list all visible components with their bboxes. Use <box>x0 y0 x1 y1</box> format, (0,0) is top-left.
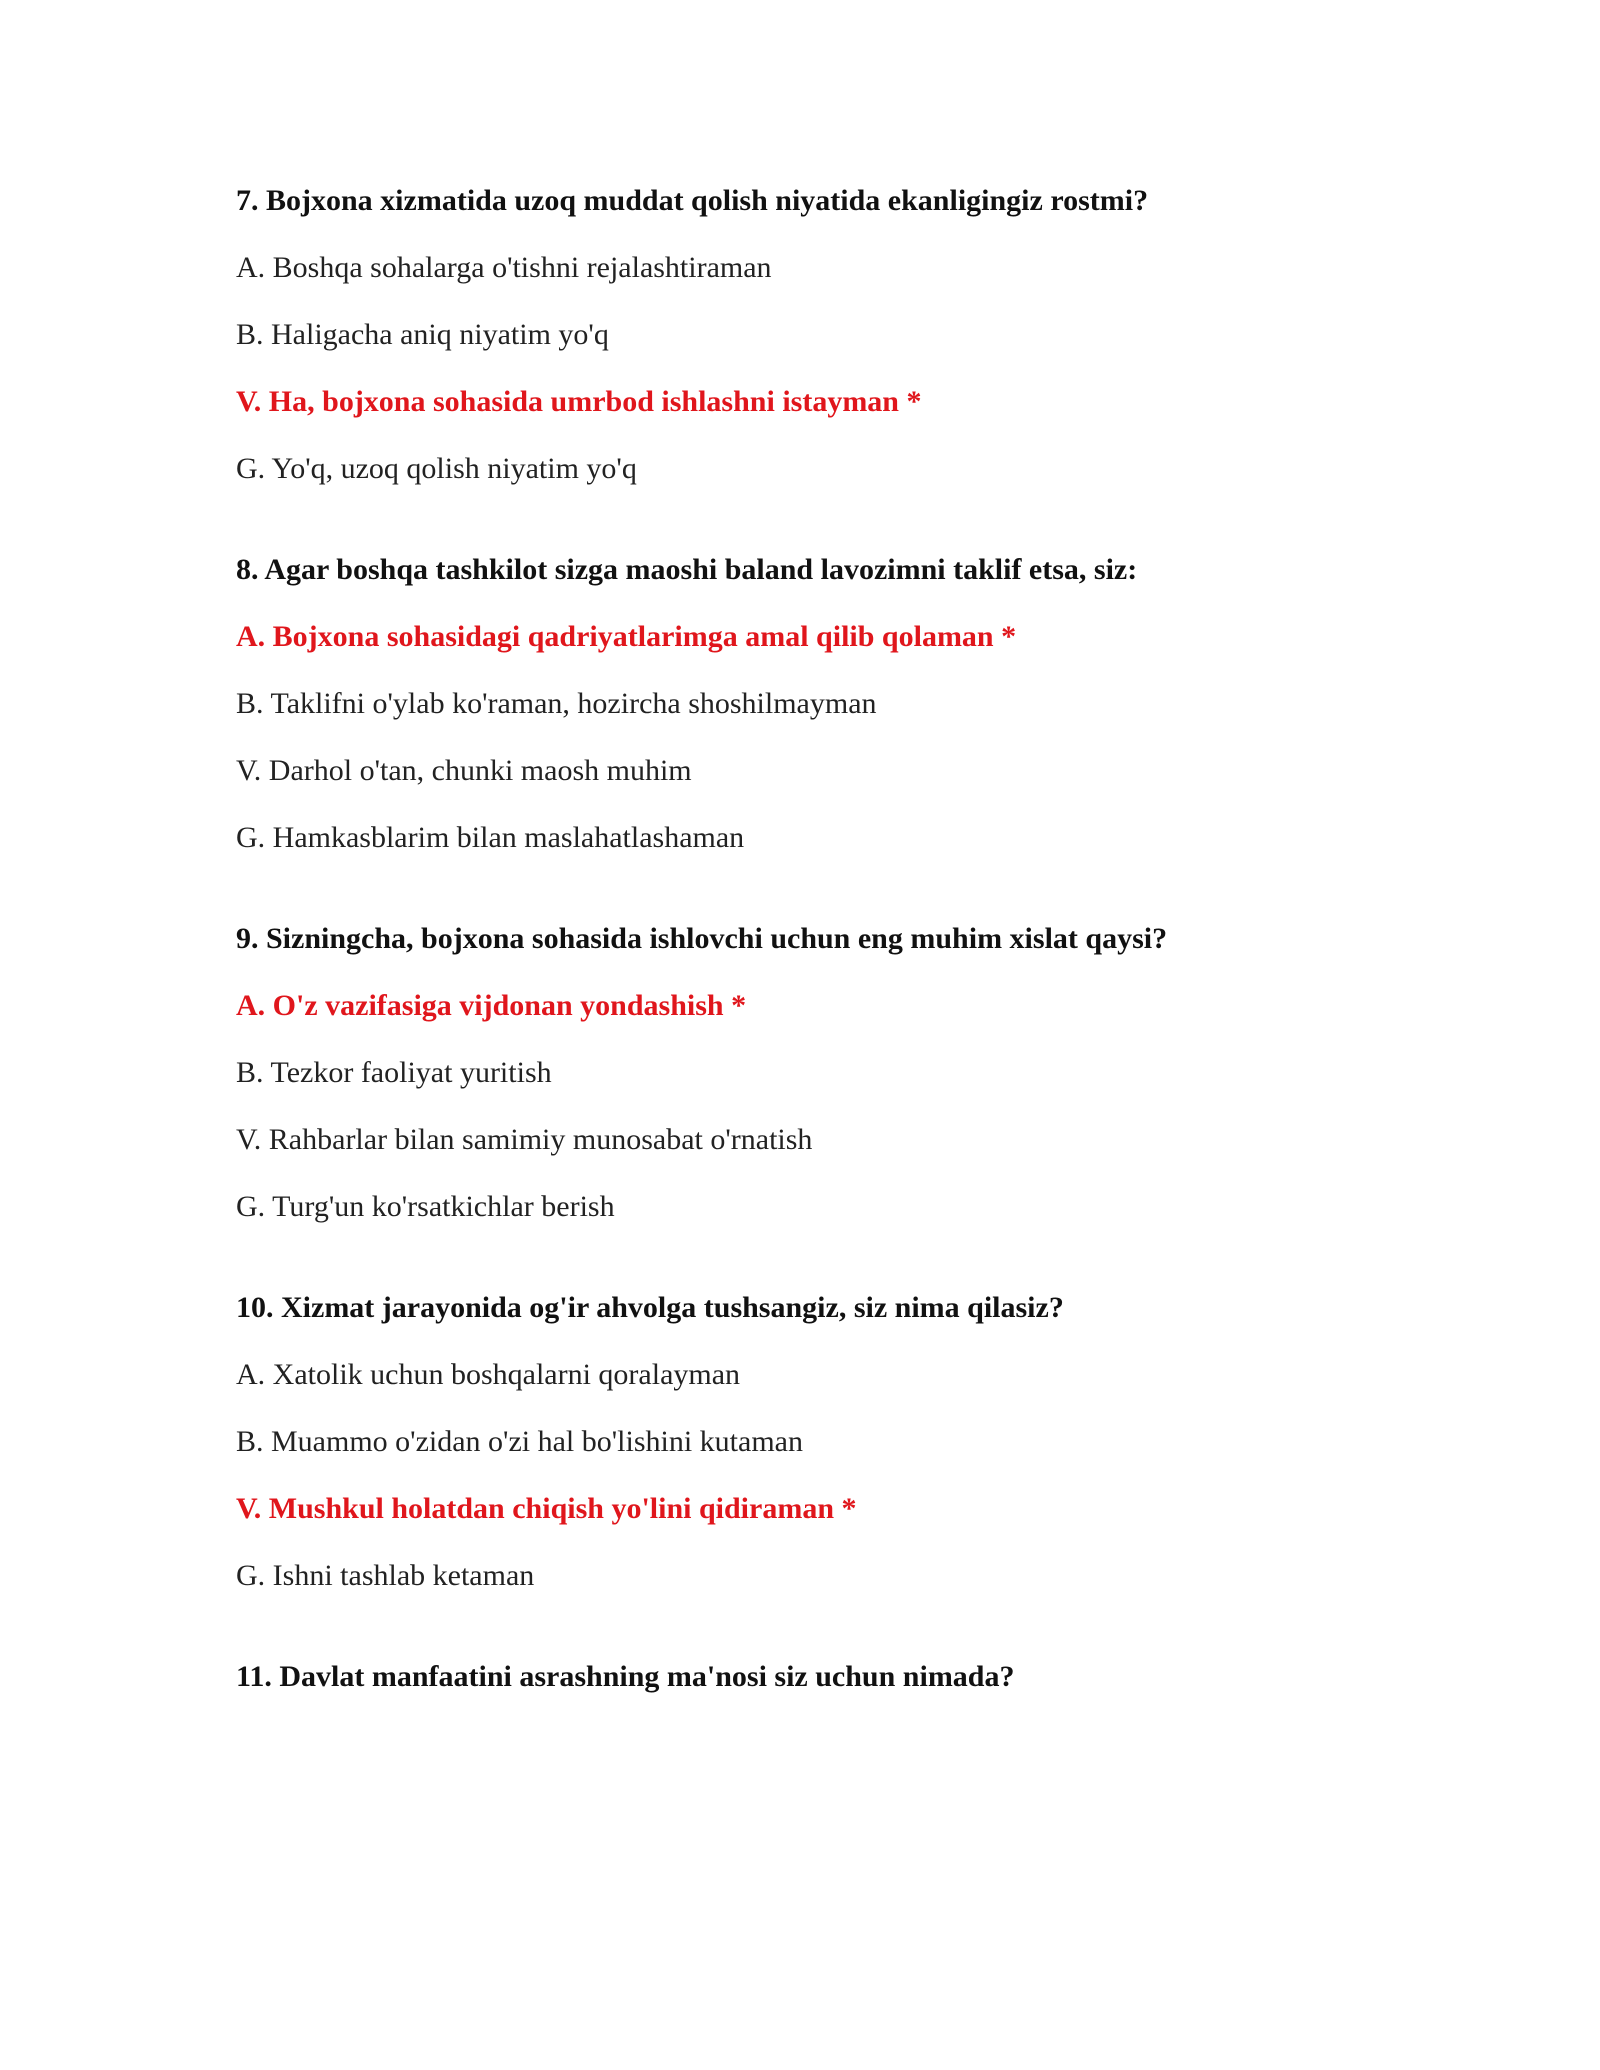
quiz-content <box>236 184 1436 1761</box>
question-8 <box>236 553 1436 855</box>
question-text: 9. Sizningcha, bojxona sohasida ishlovchi uchun eng muhim xislat qaysi? <box>236 922 1168 955</box>
answer-option: G. Yo'q, uzoq qolish niyatim yo'q <box>236 452 637 485</box>
question-7 <box>236 184 1436 486</box>
correct-answer-option: A. Bojxona sohasidagi qadriyatlarimga amal qilib qolaman * <box>236 620 1017 653</box>
correct-answer-option: A. O'z vazifasiga vijdonan yondashish * <box>236 989 747 1022</box>
question-10 <box>236 1291 1436 1593</box>
answer-option: G. Hamkasblarim bilan maslahatlashaman <box>236 821 745 854</box>
answer-option: A. Xatolik uchun boshqalarni qoralayman <box>236 1358 741 1391</box>
question-11 <box>236 1660 1436 1694</box>
answer-option: B. Taklifni o'ylab ko'raman, hozircha shoshilmayman <box>236 687 877 720</box>
answer-option: G. Ishni tashlab ketaman <box>236 1559 535 1592</box>
answer-option: V. Rahbarlar bilan samimiy munosabat o'rnatish <box>236 1123 813 1156</box>
question-text: 7. Bojxona xizmatida uzoq muddat qolish niyatida ekanligingiz rostmi? <box>236 184 1149 217</box>
answer-option: G. Turg'un ko'rsatkichlar berish <box>236 1190 615 1223</box>
question-text: 8. Agar boshqa tashkilot sizga maoshi baland lavozimni taklif etsa, siz: <box>236 553 1138 586</box>
question-9 <box>236 922 1436 1224</box>
correct-answer-option: V. Mushkul holatdan chiqish yo'lini qidiraman * <box>236 1492 857 1525</box>
answer-option: B. Muammo o'zidan o'zi hal bo'lishini kutaman <box>236 1425 803 1458</box>
answer-option: B. Tezkor faoliyat yuritish <box>236 1056 552 1089</box>
answer-option: V. Darhol o'tan, chunki maosh muhim <box>236 754 692 787</box>
answer-option: A. Boshqa sohalarga o'tishni rejalashtiraman <box>236 251 772 284</box>
question-text: 11. Davlat manfaatini asrashning ma'nosi siz uchun nimada? <box>236 1660 1015 1693</box>
question-text: 10. Xizmat jarayonida og'ir ahvolga tushsangiz, siz nima qilasiz? <box>236 1291 1064 1324</box>
answer-option: B. Haligacha aniq niyatim yo'q <box>236 318 609 351</box>
correct-answer-option: V. Ha, bojxona sohasida umrbod ishlashni istayman * <box>236 385 922 418</box>
